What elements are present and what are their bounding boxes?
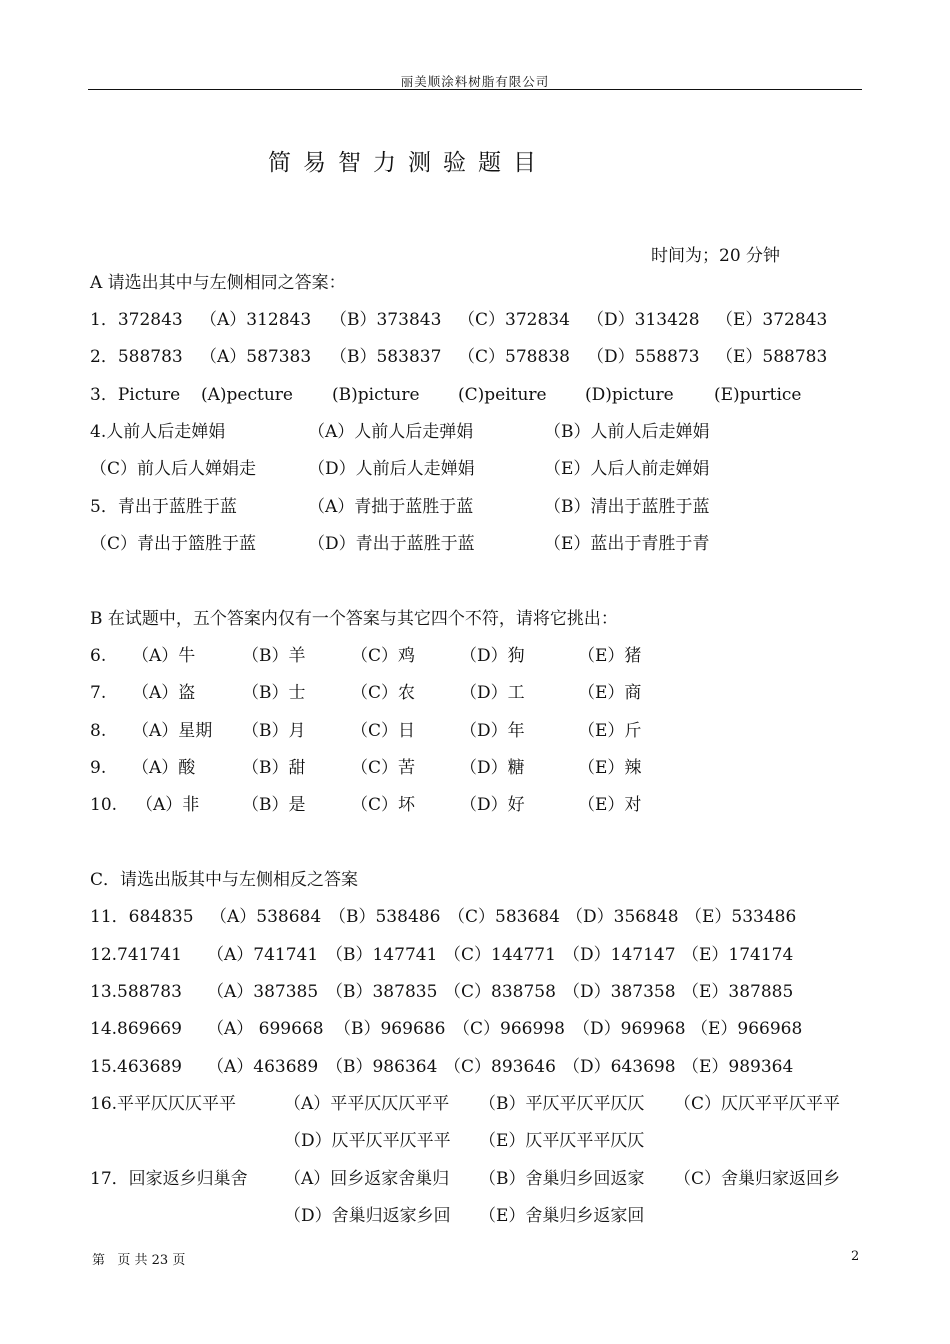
option-d: （D）糖: [460, 758, 525, 778]
option-e: （E）仄平仄平平仄仄: [479, 1131, 645, 1151]
question-stem: 12.741741: [90, 945, 182, 965]
option-b: （B）羊: [242, 646, 306, 666]
footer-page-number: 2: [851, 1249, 860, 1264]
option-c: （C）583684: [448, 907, 560, 927]
option-d: （D）工: [460, 683, 525, 703]
option-b: （B）舍巢归乡回返家: [479, 1169, 645, 1189]
option-e: （E）舍巢归乡返家回: [479, 1206, 645, 1226]
section-a-heading: A 请选出其中与左侧相同之答案：: [90, 273, 346, 293]
question-row: [90, 904, 850, 930]
option-a: （A）312843: [200, 310, 312, 330]
option-b: （B）甜: [242, 758, 306, 778]
option-d: （D）558873: [587, 347, 700, 367]
question-row: [90, 1054, 850, 1080]
section-c-heading: C．请选出版其中与左侧相反之答案: [90, 870, 359, 890]
option-b: （B）373843: [330, 310, 442, 330]
option-b: （B）387835: [326, 982, 438, 1002]
option-c: (C)peiture: [458, 385, 547, 405]
question-row: [90, 1166, 860, 1192]
option-e: （E）蓝出于青胜于青: [544, 534, 710, 554]
option-e: （E）人后人前走婵娟: [544, 459, 710, 479]
option-d: （D）舍巢归返家乡回: [284, 1206, 451, 1226]
question-stem: 11．684835: [90, 907, 194, 927]
option-b: （B）月: [242, 721, 306, 741]
option-d: （D）387358: [563, 982, 676, 1002]
option-a: （A）741741: [207, 945, 319, 965]
question-stem: 1．372843: [90, 310, 183, 330]
option-c: （C）893646: [444, 1057, 556, 1077]
option-d: （D）356848: [566, 907, 679, 927]
option-c: （C）966998: [453, 1019, 565, 1039]
option-c: （C）838758: [444, 982, 556, 1002]
option-d: （D）狗: [460, 646, 525, 666]
question-row: [90, 1016, 860, 1042]
option-e: （E）372843: [716, 310, 828, 330]
option-a: （A）盗: [132, 683, 196, 703]
question-stem: 15.463689: [90, 1057, 182, 1077]
question-number: 9.: [90, 758, 107, 778]
option-c: （C）144771: [444, 945, 556, 965]
option-a: （A）星期: [132, 721, 213, 741]
option-c: （C）舍巢归家返回乡: [674, 1169, 841, 1189]
option-e: （E）斤: [578, 721, 642, 741]
option-e: （E）966968: [691, 1019, 803, 1039]
question-number: 10.: [90, 795, 118, 815]
question-number: 6.: [90, 646, 107, 666]
option-a: （A） 699668: [207, 1019, 324, 1039]
question-row: [90, 456, 850, 482]
option-a: （A）387385: [207, 982, 319, 1002]
question-number: 7.: [90, 683, 107, 703]
question-row: [90, 307, 850, 333]
option-a: （A）青拙于蓝胜于蓝: [308, 497, 474, 517]
option-e: （E）533486: [685, 907, 797, 927]
option-e: （E）989364: [682, 1057, 794, 1077]
option-b: （B）士: [242, 683, 306, 703]
option-c: （C）仄仄平平仄平平: [674, 1094, 841, 1114]
option-a: （A）牛: [132, 646, 196, 666]
question-stem: 13.588783: [90, 982, 182, 1002]
option-d: （D）人前后人走婵娟: [308, 459, 475, 479]
option-e: （E）商: [578, 683, 642, 703]
option-a: (A)pecture: [201, 385, 293, 405]
option-d: （D）313428: [587, 310, 700, 330]
option-b: （B）538486: [329, 907, 441, 927]
option-a: （A）回乡返家舍巢归: [284, 1169, 450, 1189]
option-d: （D）年: [460, 721, 525, 741]
option-e: （E）对: [578, 795, 642, 815]
option-b: (B)picture: [332, 385, 420, 405]
option-b: （B）清出于蓝胜于蓝: [544, 497, 710, 517]
option-a: （A）人前人后走弹娟: [308, 422, 474, 442]
footer-page-label: 第 页 共 23 页: [92, 1253, 186, 1268]
question-row: [90, 680, 850, 706]
option-a: （A）平平仄仄仄平平: [284, 1094, 450, 1114]
question-row: [90, 531, 850, 557]
option-b: （B）583837: [330, 347, 442, 367]
question-row: [90, 1128, 860, 1154]
option-c: （C）鸡: [351, 646, 416, 666]
option-c: （C）前人后人婵娟走: [90, 459, 257, 479]
option-e: （E）猪: [578, 646, 642, 666]
option-d: （D）青出于蓝胜于蓝: [308, 534, 475, 554]
question-stem: 14.869669: [90, 1019, 182, 1039]
option-c: （C）372834: [458, 310, 570, 330]
question-stem: 3．Picture: [90, 385, 181, 405]
option-e: （E）588783: [716, 347, 828, 367]
option-a: （A）538684: [210, 907, 322, 927]
option-e: （E）174174: [682, 945, 794, 965]
question-row: [90, 643, 850, 669]
question-row: [90, 419, 850, 445]
question-row: [90, 382, 850, 408]
option-d: (D)picture: [585, 385, 674, 405]
option-b: （B）147741: [326, 945, 438, 965]
question-stem: 2．588783: [90, 347, 183, 367]
option-c: （C）日: [351, 721, 416, 741]
time-limit: 时间为；20 分钟: [651, 246, 781, 266]
question-row: [90, 1091, 860, 1117]
option-e: （E）387885: [682, 982, 794, 1002]
option-b: （B）969686: [334, 1019, 446, 1039]
question-number: 8.: [90, 721, 107, 741]
page-title: 简易智力测验题目: [268, 150, 548, 176]
option-b: （B）人前人后走婵娟: [544, 422, 710, 442]
question-row: [90, 942, 850, 968]
option-d: （D）仄平仄平仄平平: [284, 1131, 451, 1151]
question-row: [90, 718, 850, 744]
option-a: （A）587383: [200, 347, 312, 367]
option-d: （D）147147: [563, 945, 676, 965]
header-rule: [88, 89, 862, 90]
question-stem: 5．青出于蓝胜于蓝: [90, 497, 237, 517]
question-stem: 4.人前人后走婵娟: [90, 422, 226, 442]
option-e: (E)purtice: [714, 385, 802, 405]
option-a: （A）非: [136, 795, 200, 815]
option-c: （C）苦: [351, 758, 416, 778]
question-stem: 17．回家返乡归巢舍: [90, 1169, 248, 1189]
option-d: （D）好: [460, 795, 525, 815]
option-c: （C）青出于篮胜于蓝: [90, 534, 257, 554]
question-row: [90, 494, 850, 520]
option-b: （B）是: [242, 795, 306, 815]
question-row: [90, 979, 850, 1005]
option-d: （D）643698: [563, 1057, 676, 1077]
option-d: （D）969968: [573, 1019, 686, 1039]
question-stem: 16.平平仄仄仄平平: [90, 1094, 237, 1114]
header-company: 丽美顺涂料树脂有限公司: [400, 74, 550, 89]
option-a: （A）酸: [132, 758, 196, 778]
option-c: （C）农: [351, 683, 416, 703]
option-c: （C）坏: [351, 795, 416, 815]
section-b-heading: B 在试题中，五个答案内仅有一个答案与其它四个不符，请将它挑出：: [90, 609, 618, 629]
question-row: [90, 755, 850, 781]
question-row: [90, 792, 850, 818]
question-row: [90, 344, 850, 370]
option-a: （A）463689: [207, 1057, 319, 1077]
option-b: （B）986364: [326, 1057, 438, 1077]
option-e: （E）辣: [578, 758, 642, 778]
option-c: （C）578838: [458, 347, 570, 367]
question-row: [90, 1203, 860, 1229]
option-b: （B）平仄平仄平仄仄: [479, 1094, 645, 1114]
